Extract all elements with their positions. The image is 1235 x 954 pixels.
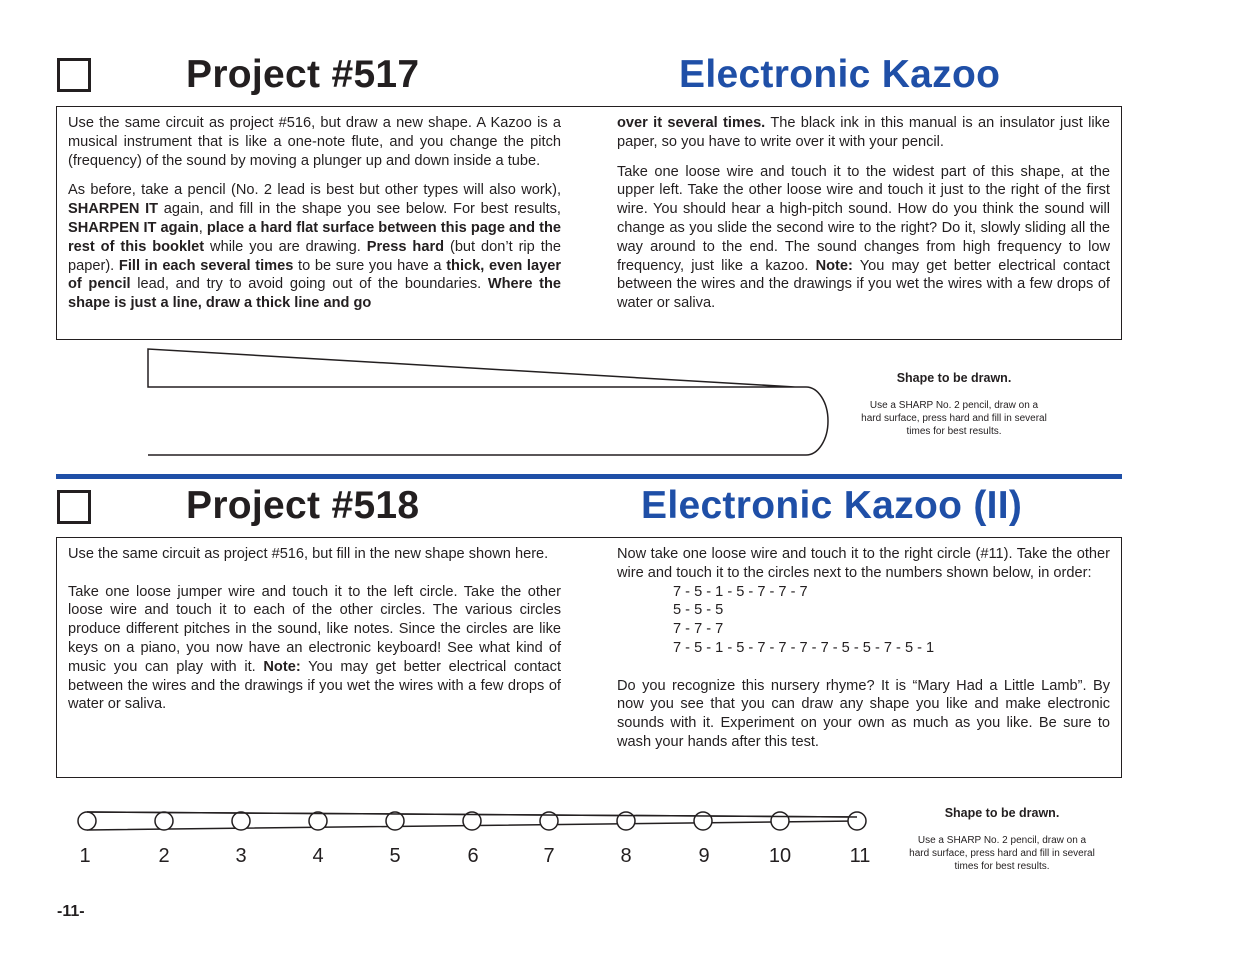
project-518-instructions-box (56, 537, 1122, 778)
keyboard-circle[interactable] (617, 812, 635, 830)
keyboard-circle[interactable] (848, 812, 866, 830)
circle-label: 11 (849, 845, 871, 867)
circle-label: 10 (768, 845, 792, 867)
circle-label: 7 (543, 845, 555, 867)
keyboard-circle[interactable] (78, 812, 96, 830)
note-sequence: 7 - 5 - 1 - 5 - 7 - 7 - 7 - 7 - 5 - 5 - 7 - 5 - 1 (673, 639, 935, 656)
kazoo-shape-517[interactable] (148, 349, 828, 455)
page-number: -11- (57, 903, 85, 920)
project-518-name: Electronic Kazoo (II) (641, 484, 1023, 527)
section-divider (56, 474, 1122, 479)
circle-label: 2 (158, 845, 170, 867)
circle-label: 5 (389, 845, 401, 867)
circle-label: 4 (312, 845, 324, 867)
project-517-paragraph: Take one loose wire and touch it to the widest part of this shape, at the upper left. Take the other loose wire and touch it just to the right of the first wire. You should hear a high-pitch sound. How do you think the sound will change as you slide the second wire to the right? Do it, slowly sliding all the way around to the end. The sound changes from high frequency to low frequency, just like a kazoo. Note: You may get better electrical contact between the wires and the drawings if you wet the wires with a few drops of water or saliva. (617, 163, 1110, 312)
project-518-shape-caption (908, 806, 1096, 873)
keyboard-circle[interactable] (771, 812, 789, 830)
note-sequence: 7 - 7 - 7 (673, 621, 724, 638)
keyboard-circle[interactable] (694, 812, 712, 830)
circle-label: 8 (620, 845, 632, 867)
project-518-title: Project #518 (186, 484, 420, 527)
keyboard-circle[interactable] (155, 812, 173, 830)
keyboard-circle[interactable] (232, 812, 250, 830)
project-518-checkbox[interactable] (57, 490, 91, 524)
project-518-paragraph: Now take one loose wire and touch it to the right circle (#11). Take the other wire and touch it to the circles next to the numbers shown below, in order: (617, 546, 1110, 581)
project-517-paragraph: over it several times. The black ink in this manual is an insulator just like paper, so you have to write over it with your pencil. (617, 115, 1111, 150)
note-sequence: 7 - 5 - 1 - 5 - 7 - 7 - 7 (673, 583, 808, 600)
caption-heading: Shape to be drawn. (896, 371, 1012, 385)
keyboard-shape-518[interactable] (78, 812, 866, 830)
project-518-paragraph: Use the same circuit as project #516, but fill in the new shape shown here. (68, 546, 549, 562)
caption-body: Use a SHARP No. 2 pencil, draw on a hard surface, press hard and fill in several times for best results. (909, 835, 1095, 872)
project-517-paragraph: As before, take a pencil (No. 2 lead is best but other types will also work), SHARPEN IT again, and fill in the shape you see below. For best results, SHARPEN IT again, place a hard flat surface between this page and the rest of this booklet while you are drawing. Press hard (but don’t rip the paper). Fill in each several times to be sure you have a thick, even layer of pencil lead, and try to avoid going out of the boundaries. Where the shape is just a line, draw a thick line and go (68, 182, 562, 312)
caption-body: Use a SHARP No. 2 pencil, draw on a hard surface, press hard and fill in several times for best results. (861, 400, 1047, 437)
project-518-paragraph: Take one loose jumper wire and touch it to the left circle. Take the other loose wire and touch it to each of the other circles. The various circles produce different pitches in the sound, like notes. Since the circles are like keys on a piano, you now have an electronic keyboard! See what kind of music you can play with it. Note: You may get better electrical contact between the wires and the drawings if you wet the wires with a few drops of water or saliva. (68, 583, 561, 713)
keyboard-labels (79, 845, 870, 867)
project-518-right-column (617, 545, 1110, 752)
project-517-shape-caption (860, 371, 1048, 438)
note-sequence: 5 - 5 - 5 (673, 602, 724, 619)
circle-label: 3 (235, 845, 247, 867)
project-518-left-column (68, 545, 561, 714)
circle-label: 9 (698, 845, 710, 867)
project-517-title: Project #517 (186, 53, 420, 96)
circle-label: 6 (467, 845, 479, 867)
project-517-paragraph: Use the same circuit as project #516, but draw a new shape. A Kazoo is a musical instrument that is like a one-note flute, and you change the pitch (frequency) of the sound by moving a plunger up and down inside a tube. (68, 115, 561, 169)
project-518-paragraph: Do you recognize this nursery rhyme? It is “Mary Had a Little Lamb”. By now you see that you can draw any shape you like and make electronic sounds with it. Experiment on your own as much as you like. Be sure to wash your hands after this test. (617, 677, 1110, 750)
project-517-name: Electronic Kazoo (679, 53, 1001, 96)
note-sequence-list (617, 583, 1110, 658)
keyboard-circle[interactable] (309, 812, 327, 830)
circle-label: 1 (79, 845, 91, 867)
caption-heading: Shape to be drawn. (944, 806, 1060, 820)
